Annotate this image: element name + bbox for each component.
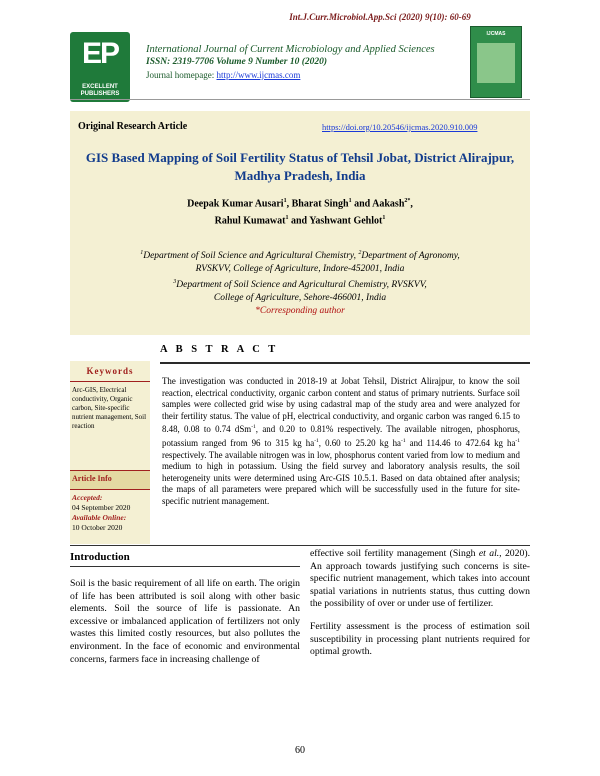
unit-exponent: -1 — [515, 437, 521, 444]
page-number: 60 — [295, 745, 305, 756]
logo-letters: EP — [81, 37, 119, 70]
abstract-fragment: , and 0.20 to 0.81% respectively. The available nitrogen, phosphorus, potassium ranged from 96 to 315 kg ha — [162, 424, 521, 448]
author-affiliation-mark: 1 — [348, 198, 352, 204]
affiliation-mark: 1 — [140, 250, 144, 256]
unit-exponent: -1 — [314, 437, 319, 444]
author-name: Yashwant Gehlot — [309, 215, 383, 227]
cover-illustration — [477, 43, 515, 83]
abstract-heading: A B S T R A C T — [160, 344, 279, 355]
journal-name: International Journal of Current Microbiology and Applied Sciences — [146, 44, 435, 55]
author-name: Aakash — [372, 198, 405, 210]
abstract-text — [162, 376, 520, 507]
journal-homepage — [146, 70, 300, 80]
author-affiliation-mark: 1 — [285, 215, 289, 222]
online-date: 10 October 2020 — [72, 523, 123, 532]
keywords-divider — [70, 381, 150, 382]
doi-link[interactable]: https://doi.org/10.20546/ijcmas.2020.910.009 — [322, 122, 478, 132]
homepage-label: Journal homepage: — [146, 70, 217, 80]
body-fragment-italic: et al., — [478, 548, 502, 559]
author-affiliation-mark: 1 — [283, 198, 287, 204]
affiliations — [80, 247, 520, 318]
abstract-bottom-divider — [70, 545, 530, 546]
author-name: Rahul Kumawat — [214, 215, 286, 227]
author-separator: , — [410, 198, 413, 210]
abstract-fragment: respectively. The available nitrogen was in low, phosphorus content varied from low to medium and medium to high in potassium. Using the field survey and laboratory analysis results, the soil heterogeneity units were determined using Arc-GIS 10.5.1. Based on data obtained after analysis; the maps of all parameters were prepared which will be successfully used in the future for site-specific nutrient management. — [162, 449, 520, 506]
unit-exponent: -1 — [400, 437, 406, 444]
body-fragment: 2020). An approach towards justifying such concerns is site-specific nutrient management, which takes into account spatial variations in nutrients status, thus cutting down the possibility of over or under use of fertilizer. — [310, 548, 530, 610]
journal-cover-image — [470, 26, 522, 98]
author-separator: and — [288, 215, 310, 227]
header-divider — [70, 99, 530, 100]
author-name: Bharat Singh — [291, 198, 349, 210]
introduction-heading: Introduction — [70, 551, 130, 563]
accepted-date: 04 September 2020 — [72, 503, 131, 512]
abstract-divider — [160, 362, 530, 364]
homepage-link[interactable]: http://www.ijcmas.com — [216, 70, 301, 80]
author-affiliation-mark: 2* — [404, 198, 411, 204]
affiliation-text: Department of Agronomy, — [361, 251, 460, 262]
abstract-fragment: and 114.46 to 472.64 kg ha — [405, 437, 516, 448]
unit-exponent: -1 — [251, 424, 256, 431]
author-list — [90, 194, 510, 229]
affiliation-text: RVSKVV, College of Agriculture, Indore-452001, India — [195, 264, 405, 275]
body-paragraph: Fertility assessment is the process of estimation soil susceptibility in processing plant nutrients required for optimal growth. — [310, 620, 530, 658]
keywords-heading: Keywords — [86, 366, 134, 376]
affiliation-text: College of Agriculture, Sehore-466001, India — [213, 293, 387, 304]
article-type: Original Research Article — [78, 121, 188, 132]
abstract-fragment: The investigation was conducted in 2018-19 at Jobat Tehsil, District Alirajpur, to know the soil reaction, electrical conductivity, organic carbon content and status of primary nutrients. Surface soil samples were collected grid wise by using cadastral map of the study area and were analyzed for their fertility status. The value of pH, electrical conductivity, and organic carbon was ranged 6.15 to 8.48, 0.08 to 0.74 dSm — [162, 376, 520, 435]
affiliation-text: Department of Soil Science and Agricultural Chemistry, RVSKVV, — [176, 280, 427, 291]
publisher-logo — [70, 32, 130, 102]
author-separator: and — [351, 198, 373, 210]
corresponding-author-note: *Corresponding author — [255, 306, 345, 317]
logo-caption: EXCELLENT PUBLISHERS — [80, 84, 120, 97]
affiliation-mark: 2 — [358, 250, 362, 256]
issn-line: ISSN: 2319-7706 Volume 9 Number 10 (2020) — [146, 57, 328, 67]
article-dates — [72, 493, 150, 533]
article-title: GIS Based Mapping of Soil Fertility Status of Tehsil Jobat, District Alirajpur, Madhya Pradesh, India — [85, 150, 515, 183]
body-paragraph — [310, 548, 530, 611]
author-name: Deepak Kumar Ausari — [187, 198, 284, 210]
body-column-left: Soil is the basic requirement of all life on earth. The origin of life has been attributed is soil along with other basic elements. Soil the source of life is passionate. An excessive or imbalanced application of fertilizers not only wastes this limited costly resources, but also pollutes the environment. In the face of economic and environmental concerns, farmers face in increasing challenge of — [70, 578, 300, 665]
article-info-heading: Article Info — [72, 474, 112, 483]
introduction-divider — [70, 566, 300, 567]
author-affiliation-mark: 1 — [382, 215, 386, 222]
author-separator: , — [286, 198, 292, 210]
accepted-label: Accepted: — [72, 493, 103, 502]
abstract-fragment: , 0.60 to 25.20 kg ha — [318, 437, 401, 448]
journal-citation: Int.J.Curr.Microbiol.App.Sci (2020) 9(10): 60-69 — [289, 12, 471, 22]
keywords-list: Arc-GIS, Electrical conductivity, Organic carbon, Site-specific nutrient management, Soil reaction — [72, 386, 147, 430]
online-label: Available Online: — [72, 513, 127, 522]
body-column-right — [310, 548, 530, 669]
affiliation-mark: 3 — [173, 279, 177, 286]
cover-title: IJCMAS — [486, 31, 506, 37]
affiliation-text: Department of Soil Science and Agricultural Chemistry, — [143, 251, 359, 262]
body-fragment: effective soil fertility management (Singh — [310, 548, 479, 559]
